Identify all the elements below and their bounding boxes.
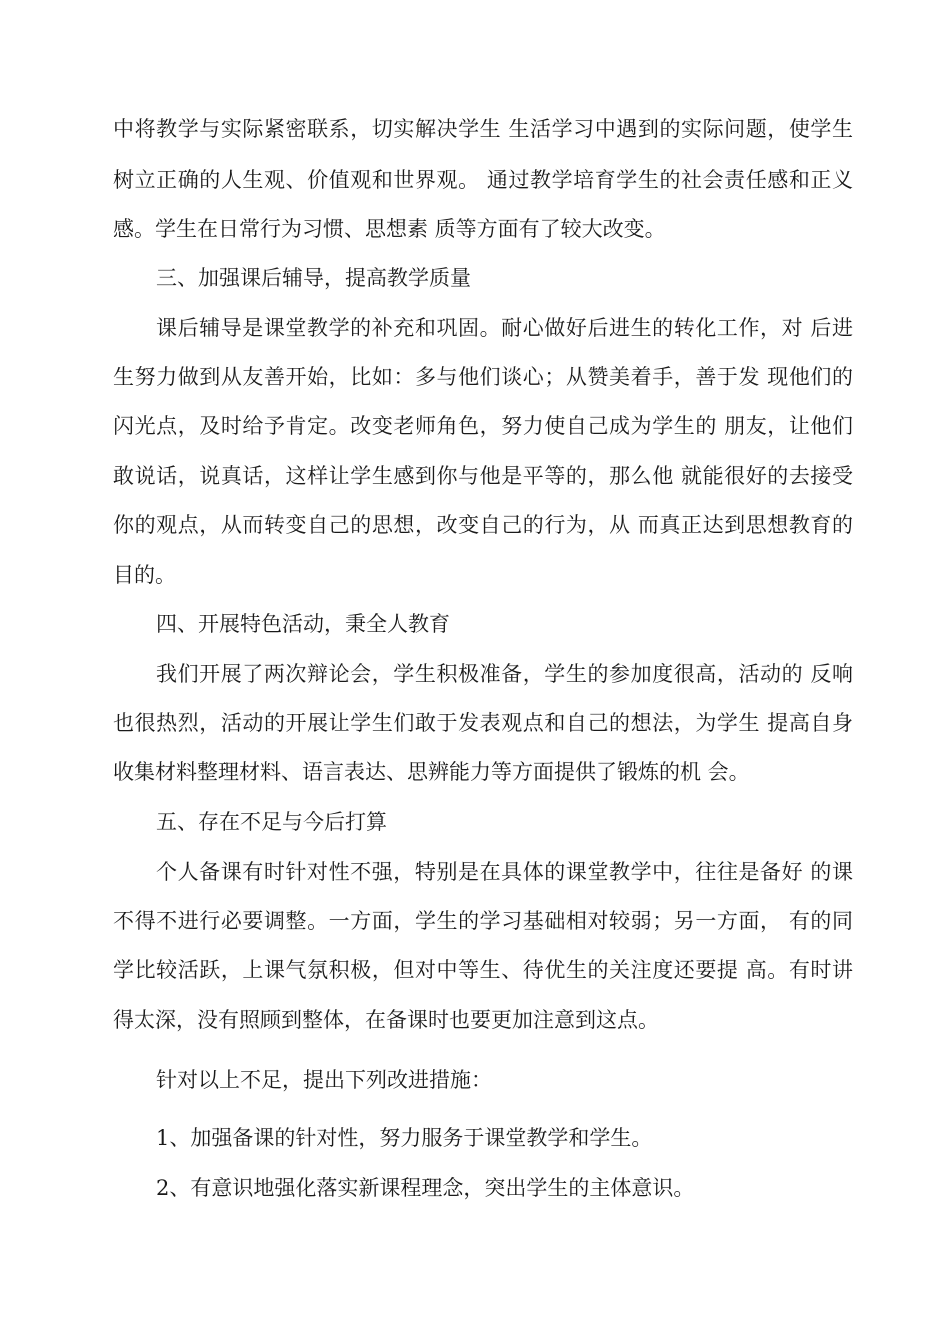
paragraph-line: 个人备课有时针对性不强，特别是在具体的课堂教学中，往往是备好 的课 <box>156 860 853 884</box>
list-item: 1、加强备课的针对性，努力服务于课堂教学和学生。 <box>156 1126 653 1150</box>
paragraph-line: 感。学生在日常行为习惯、思想素 质等方面有了较大改变。 <box>113 217 666 241</box>
section-heading: 四、开展特色活动，秉全人教育 <box>156 612 450 636</box>
paragraph-line: 生努力做到从友善开始，比如：多与他们谈心；从赞美着手，善于发 现他们的 <box>113 365 853 389</box>
paragraph-line: 树立正确的人生观、价值观和世界观。 通过教学培育学生的社会责任感和正义 <box>113 168 853 192</box>
paragraph-line: 我们开展了两次辩论会，学生积极准备，学生的参加度很高，活动的 反响 <box>156 662 853 686</box>
paragraph-line: 敢说话，说真话，这样让学生感到你与他是平等的，那么他 就能很好的去接受 <box>113 464 853 488</box>
section-heading: 三、加强课后辅导，提高教学质量 <box>156 266 471 290</box>
paragraph-line: 不得不进行必要调整。一方面，学生的学习基础相对较弱；另一方面， 有的同 <box>113 909 853 933</box>
list-item: 2、有意识地强化落实新课程理念，突出学生的主体意识。 <box>156 1176 695 1200</box>
paragraph-line: 你的观点，从而转变自己的思想，改变自己的行为，从 而真正达到思想教育的 <box>113 513 853 537</box>
paragraph-line: 课后辅导是课堂教学的补充和巩固。耐心做好后进生的转化工作，对 后进 <box>156 316 853 340</box>
paragraph-line: 中将教学与实际紧密联系，切实解决学生 生活学习中遇到的实际问题，使学生 <box>113 117 853 141</box>
paragraph-line: 针对以上不足，提出下列改进措施： <box>156 1068 492 1092</box>
paragraph-line: 收集材料整理材料、语言表达、思辨能力等方面提供了锻炼的机 会。 <box>113 760 750 784</box>
paragraph-line: 得太深，没有照顾到整体，在备课时也要更加注意到这点。 <box>113 1008 659 1032</box>
paragraph-line: 学比较活跃，上课气氛积极，但对中等生、待优生的关注度还要提 高。有时讲 <box>113 958 853 982</box>
section-heading: 五、存在不足与今后打算 <box>156 810 387 834</box>
paragraph-line: 闪光点，及时给予肯定。改变老师角色，努力使自己成为学生的 朋友，让他们 <box>113 414 853 438</box>
paragraph-line: 目的。 <box>113 563 176 587</box>
paragraph-line: 也很热烈，活动的开展让学生们敢于发表观点和自己的想法，为学生 提高自身 <box>113 711 853 735</box>
